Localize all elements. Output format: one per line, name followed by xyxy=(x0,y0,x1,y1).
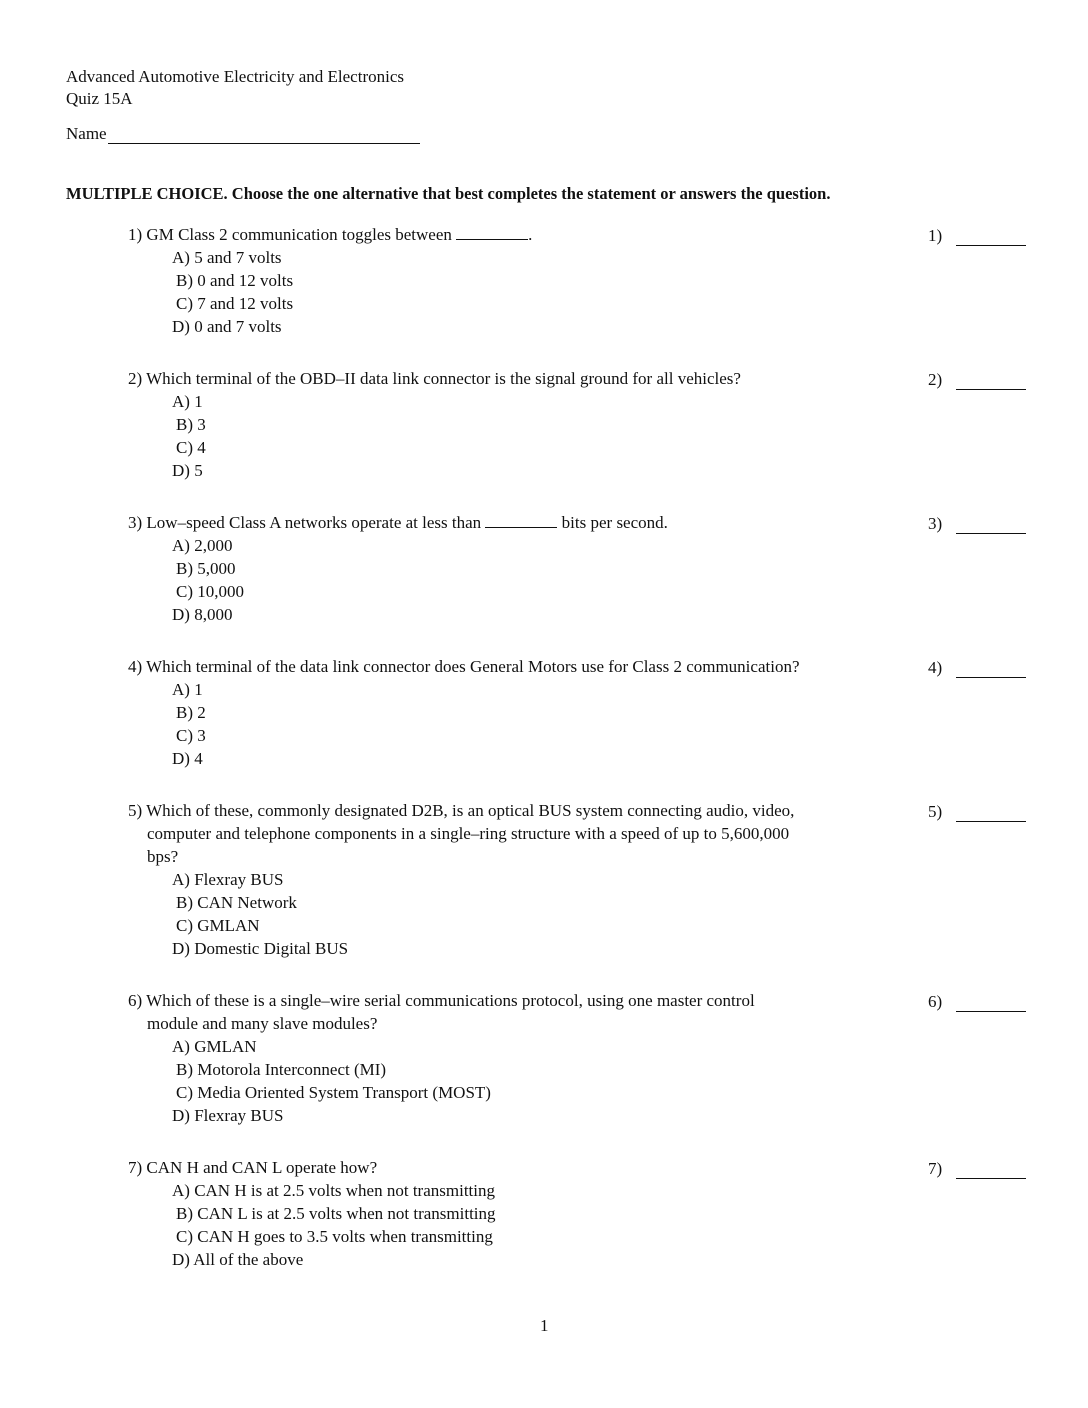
question-3 xyxy=(128,511,908,626)
choice-a[interactable]: A) 1 xyxy=(172,680,203,699)
question-4 xyxy=(128,655,908,770)
choices-list xyxy=(172,678,908,770)
choice-c[interactable]: C) CAN H goes to 3.5 volts when transmitting xyxy=(176,1227,493,1246)
answer-slot-7[interactable]: 7) xyxy=(928,1159,1026,1179)
choice-c[interactable]: C) 7 and 12 volts xyxy=(176,294,294,313)
quiz-title: Quiz 15A xyxy=(66,89,133,108)
choice-c[interactable]: C) 4 xyxy=(176,438,206,457)
question-stem: 3) Low–speed Class A networks operate at less than bits per second. xyxy=(128,513,668,532)
question-stem: 6) Which of these is a single–wire serial communications protocol, using one master control module and many slave modules? xyxy=(128,991,755,1033)
choice-a[interactable]: A) 2,000 xyxy=(172,536,233,555)
answer-slot-5[interactable]: 5) xyxy=(928,802,1026,822)
question-stem: 1) GM Class 2 communication toggles between . xyxy=(128,225,533,244)
choice-b[interactable]: B) 3 xyxy=(176,415,206,434)
choices-list xyxy=(172,1035,908,1127)
choice-b[interactable]: B) 2 xyxy=(176,703,206,722)
answer-line[interactable] xyxy=(956,809,1026,822)
question-stem: 2) Which terminal of the OBD–II data link connector is the signal ground for all vehicles? xyxy=(128,369,741,388)
choice-b[interactable]: B) CAN Network xyxy=(176,893,297,912)
question-6 xyxy=(128,989,908,1127)
choice-b[interactable]: B) CAN L is at 2.5 volts when not transmitting xyxy=(176,1204,496,1223)
choice-d[interactable]: D) 8,000 xyxy=(172,605,233,624)
question-2 xyxy=(128,367,908,482)
fill-in-blank xyxy=(456,225,528,240)
choice-d[interactable]: D) Domestic Digital BUS xyxy=(172,939,349,958)
page-number: 1 xyxy=(540,1316,549,1335)
choice-a[interactable]: A) Flexray BUS xyxy=(172,870,284,889)
choice-d[interactable]: D) Flexray BUS xyxy=(172,1106,284,1125)
answer-slot-2[interactable]: 2) xyxy=(928,370,1026,390)
choice-b[interactable]: B) Motorola Interconnect (MI) xyxy=(176,1060,387,1079)
answer-line[interactable] xyxy=(956,665,1026,678)
choice-c[interactable]: C) 10,000 xyxy=(176,582,244,601)
name-label: Name xyxy=(66,124,107,143)
choice-c[interactable]: C) 3 xyxy=(176,726,206,745)
answer-slot-3[interactable]: 3) xyxy=(928,514,1026,534)
choice-b[interactable]: B) 0 and 12 volts xyxy=(176,271,294,290)
answer-line[interactable] xyxy=(956,999,1026,1012)
answer-slot-4[interactable]: 4) xyxy=(928,658,1026,678)
question-7 xyxy=(128,1156,908,1271)
answer-line[interactable] xyxy=(956,377,1026,390)
choices-list xyxy=(172,390,908,482)
question-stem: 4) Which terminal of the data link connector does General Motors use for Class 2 communication? xyxy=(128,657,800,676)
question-stem: 5) Which of these, commonly designated D2B, is an optical BUS system connecting audio, video, computer and telephone components in a single–ring structure with a speed of up to 5,600,000 bps? xyxy=(128,801,795,866)
choice-c[interactable]: C) Media Oriented System Transport (MOST) xyxy=(176,1083,491,1102)
choice-d[interactable]: D) 0 and 7 volts xyxy=(172,317,282,336)
answer-line[interactable] xyxy=(956,521,1026,534)
name-blank-line[interactable] xyxy=(108,126,420,144)
choice-a[interactable]: A) CAN H is at 2.5 volts when not transmitting xyxy=(172,1181,495,1200)
answer-slot-6[interactable]: 6) xyxy=(928,992,1026,1012)
question-5 xyxy=(128,799,908,960)
choices-list xyxy=(172,534,908,626)
choice-a[interactable]: A) 1 xyxy=(172,392,203,411)
choices-list xyxy=(172,246,908,338)
answer-line[interactable] xyxy=(956,1166,1026,1179)
answer-slot-1[interactable]: 1) xyxy=(928,226,1026,246)
choice-b[interactable]: B) 5,000 xyxy=(176,559,236,578)
name-field xyxy=(66,124,420,144)
answer-line[interactable] xyxy=(956,233,1026,246)
question-1 xyxy=(128,223,908,338)
choice-d[interactable]: D) 5 xyxy=(172,461,203,480)
course-title: Advanced Automotive Electricity and Electronics xyxy=(66,67,404,86)
choices-list xyxy=(172,868,908,960)
question-stem: 7) CAN H and CAN L operate how? xyxy=(128,1158,378,1177)
choice-a[interactable]: A) GMLAN xyxy=(172,1037,257,1056)
choice-d[interactable]: D) 4 xyxy=(172,749,203,768)
fill-in-blank xyxy=(485,513,557,528)
choice-d[interactable]: D) All of the above xyxy=(172,1250,304,1269)
choice-c[interactable]: C) GMLAN xyxy=(176,916,260,935)
choice-a[interactable]: A) 5 and 7 volts xyxy=(172,248,282,267)
choices-list xyxy=(172,1179,908,1271)
section-instructions: MULTIPLE CHOICE. Choose the one alternative that best completes the statement or answers the question. xyxy=(66,184,831,203)
